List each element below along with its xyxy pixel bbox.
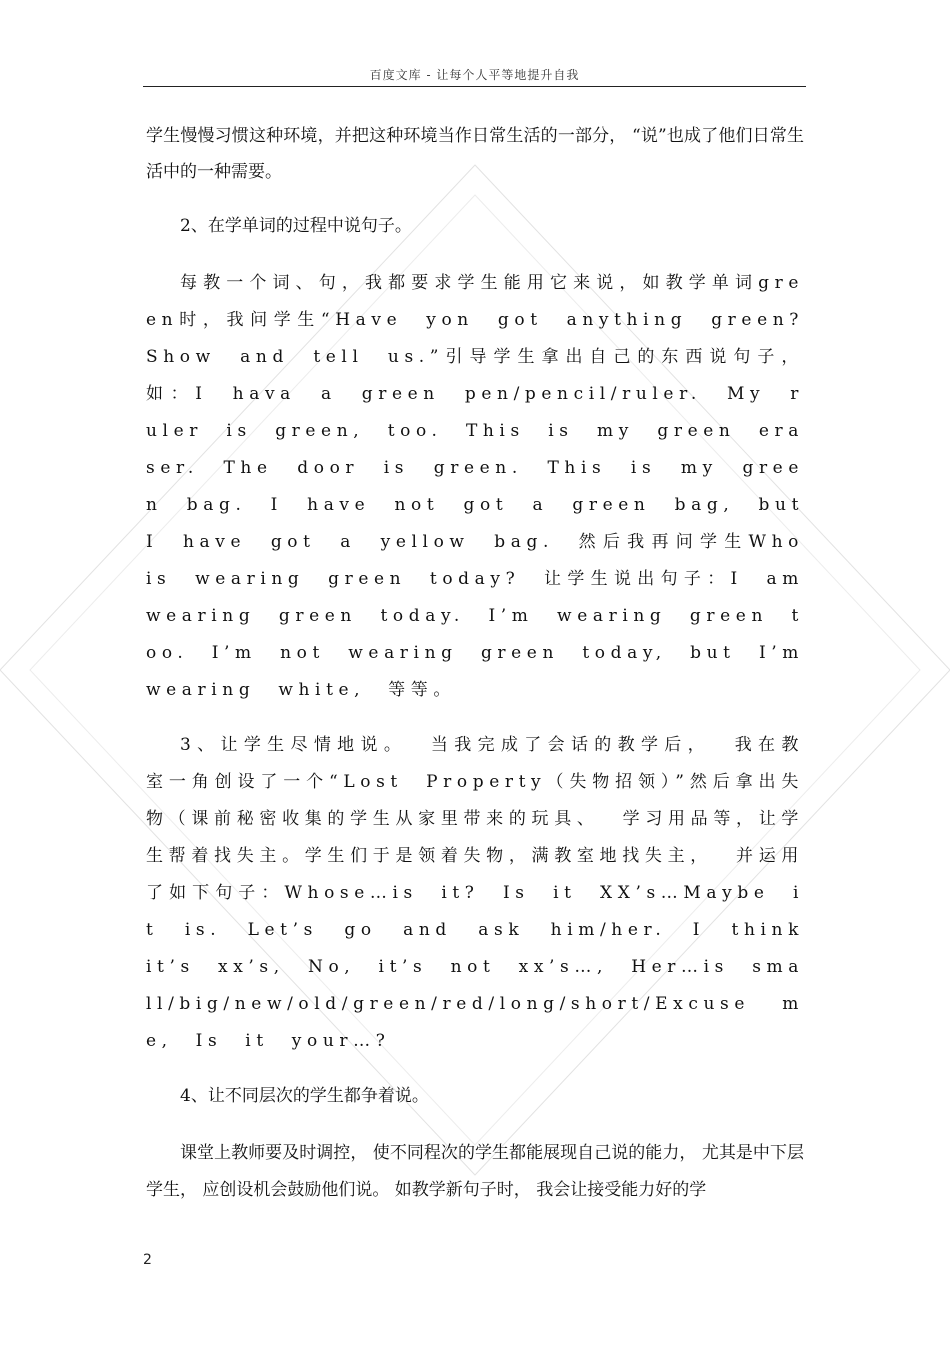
section-heading-2: 2、在学单词的过程中说句子。 — [180, 216, 412, 236]
page-header: 百度文库 - 让每个人平等地提升自我 — [369, 68, 580, 82]
header-rule — [143, 86, 806, 87]
paragraph-section-2: 每教一个词、句，我都要求学生能用它来说，如教学单词green时，我问学生“Have yon got anything green? Show and tell us.”引导学生拿出自己的东西说句子， 如：I hava a green pen/pencil/ruler. My ruler is green, too. This is my green eraser. The door is green. This is my green bag. I have not got a green bag, but I have got a yellow bag. 然后我再问学生Who is wearing green today? 让学生说出句子：I am wearing green today. I’m wearing green too. I’m not wearing green today, but I’m wearing white, 等等。 — [146, 273, 804, 700]
paragraph-continuation: 学生慢慢习惯这种环境，并把这种环境当作日常生活的一部分， “说”也成了他们日常生活中的一种需要。 — [146, 126, 804, 182]
document-body — [146, 118, 804, 1209]
paragraph-section-3: 3、让学生尽情地说。 当我完成了会话的教学后， 我在教室一角创设了一个“Lost Property（失物招领）”然后拿出失物（课前秘密收集的学生从家里带来的玩具、 学习用品等，让学生帮着找失主。学生们于是领着失物，满教室地找失主， 并运用了如下句子：Whose…is it? Is it XX’s…Maybe it is. Let’s go and ask him/her. I think it’s xx’s, No, it’s not xx’s…, Her…is small/big/new/old/green/red/long/short/Excuse me, Is it your…? — [146, 735, 804, 1051]
section-heading-4: 4、让不同层次的学生都争着说。 — [180, 1086, 429, 1106]
page-number: 2 — [143, 1252, 152, 1268]
paragraph-section-4: 课堂上教师要及时调控， 使不同程次的学生都能展现自己说的能力， 尤其是中下层学生， 应创设机会鼓励他们说。 如教学新句子时， 我会让接受能力好的学 — [146, 1143, 804, 1200]
